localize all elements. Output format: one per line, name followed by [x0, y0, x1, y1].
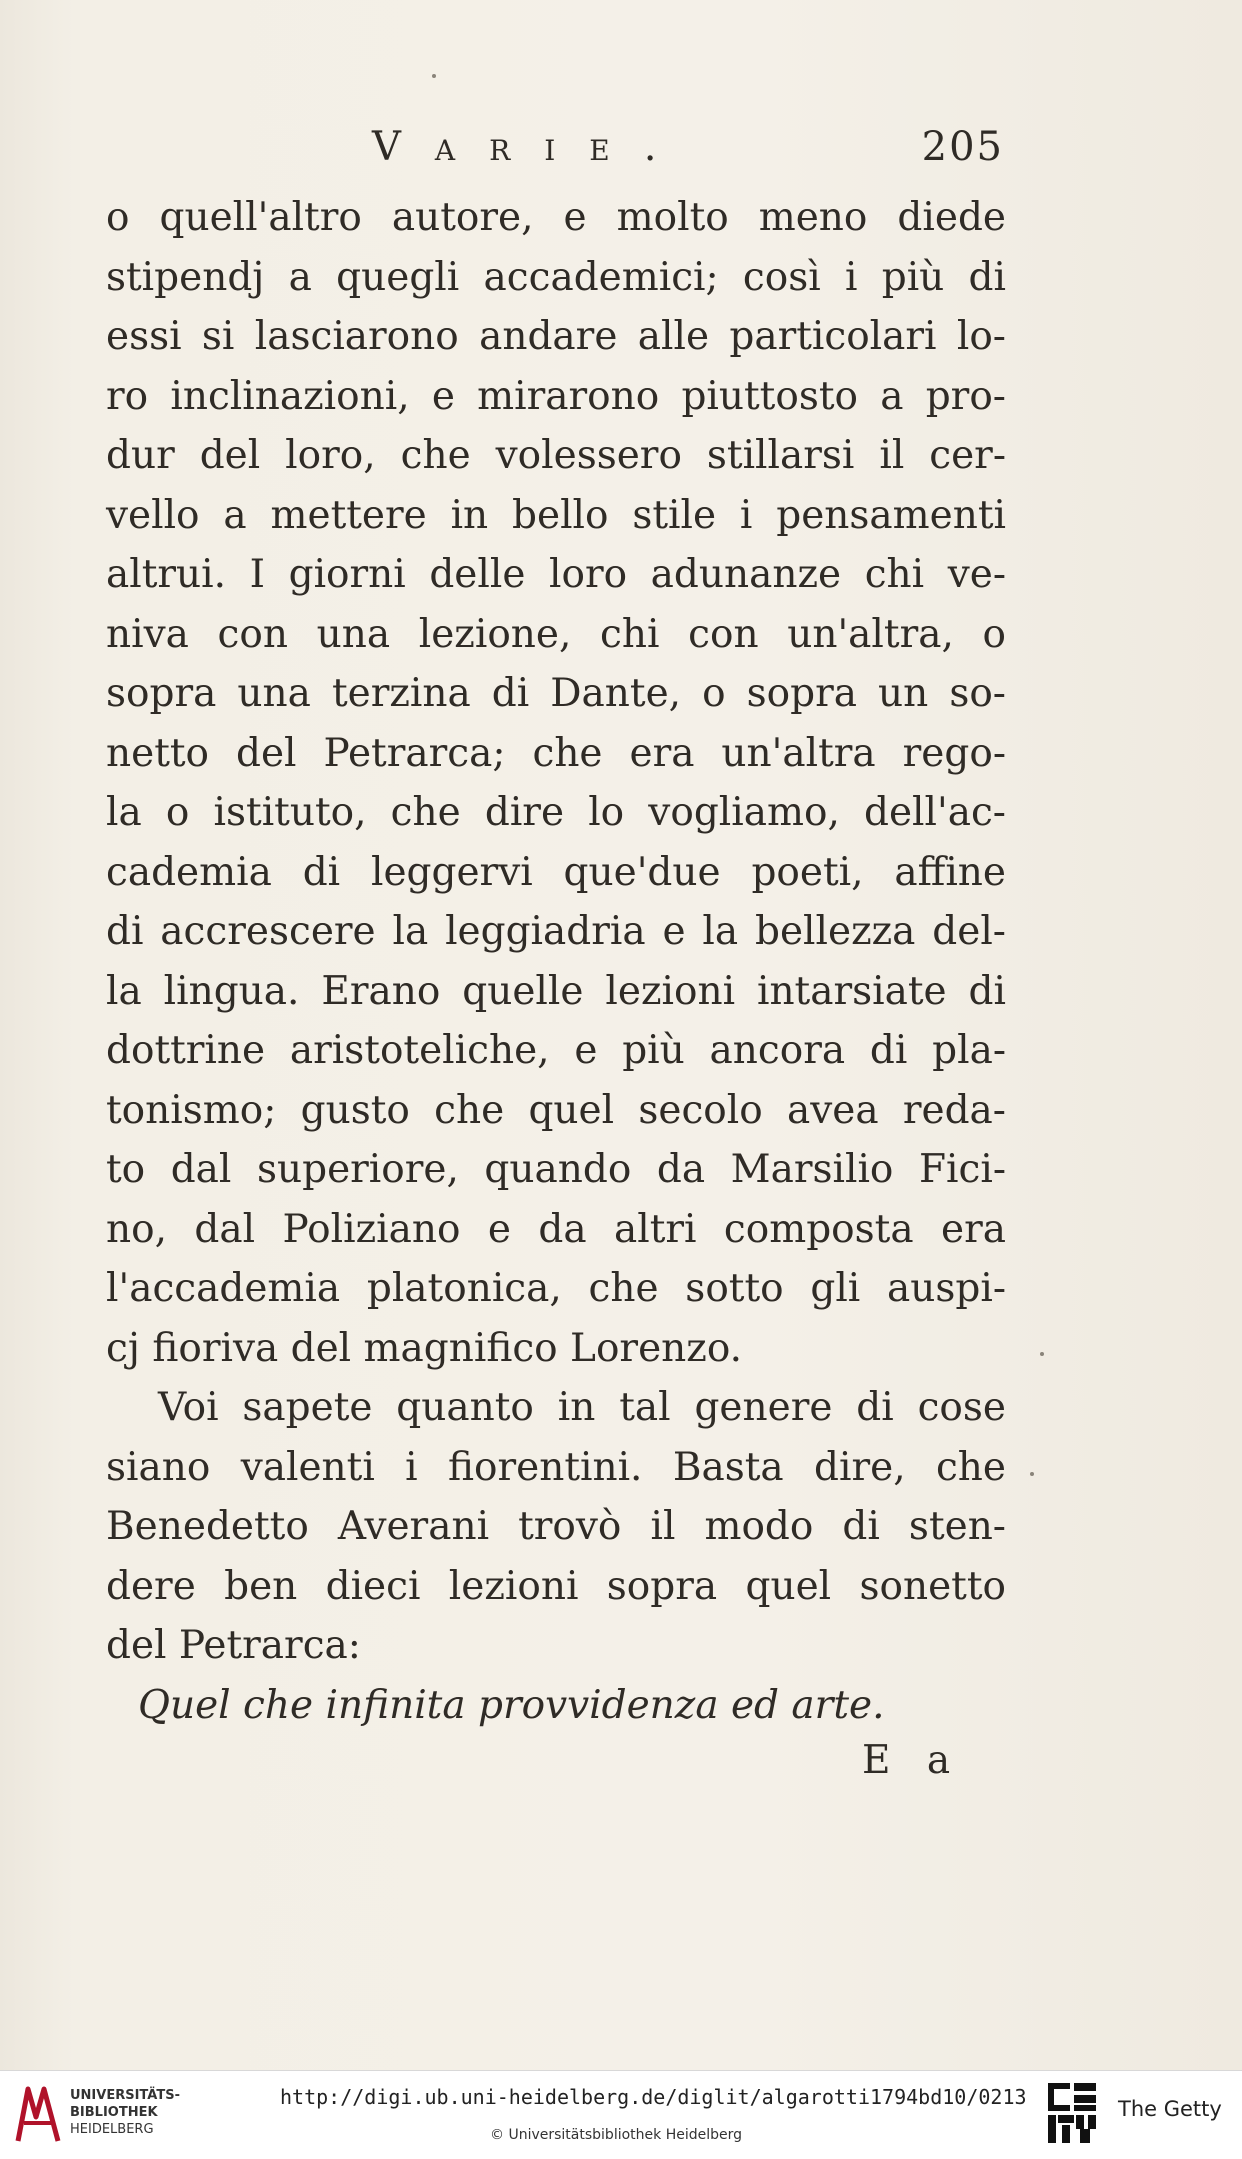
text-line: dottrine aristoteliche, e più ancora di pla-	[106, 1028, 1006, 1073]
text-line: vello a mettere in bello stile i pensamenti	[106, 492, 1006, 538]
page-number: 205	[921, 124, 1004, 170]
text-line: la lingua. Erano quelle lezioni intarsiate di	[106, 968, 1006, 1014]
text-line: to dal superiore, quando da Marsilio Fici-	[106, 1147, 1006, 1192]
copyright-notice: © Universitätsbibliothek Heidelberg	[490, 2127, 743, 2143]
viewer-footer	[0, 2070, 1242, 2159]
text-line: tonismo; gusto che quel secolo avea reda-	[106, 1087, 1006, 1133]
quoted-verse: Quel che infinita provvidenza ed arte.	[138, 1682, 885, 1728]
text-line: di accrescere la leggiadria e la bellezza del-	[106, 909, 1006, 954]
text-line: del Petrarca:	[106, 1623, 361, 1668]
text-line: la o istituto, che dire lo vogliamo, dell'ac-	[106, 790, 1006, 835]
text-line: netto del Petrarca; che era un'altra rego-	[106, 730, 1006, 776]
university-library-logo-icon	[14, 2083, 62, 2145]
text-line: siano valenti i fiorentini. Basta dire, che	[106, 1444, 1006, 1490]
running-head: Varie.	[372, 124, 691, 170]
text-line: no, dal Poliziano e da altri composta era	[106, 1206, 1006, 1252]
page-header	[372, 124, 1012, 184]
text-line: l'accademia platonica, che sotto gli auspi-	[106, 1266, 1006, 1311]
text-line: essi si lasciarono andare alle particolari lo-	[106, 314, 1006, 359]
getty-logo-icon	[1046, 2081, 1100, 2147]
paper-speck	[1040, 1352, 1044, 1356]
body-text	[106, 188, 1006, 1735]
text-line: stipendj a quegli accademici; così i più di	[106, 254, 1006, 300]
text-line: dur del loro, che volessero stillarsi il cer-	[106, 433, 1006, 478]
text-line: cademia di leggervi que'due poeti, affine	[106, 849, 1006, 895]
text-line: dere ben dieci lezioni sopra quel sonetto	[106, 1563, 1006, 1609]
paper-speck	[432, 74, 436, 78]
text-line: o quell'altro autore, e molto meno diede	[106, 195, 1006, 240]
text-line: niva con una lezione, chi con un'altra, o	[106, 611, 1006, 657]
text-line: Benedetto Averani trovò il modo di sten-	[106, 1504, 1006, 1549]
text-line: ro inclinazioni, e mirarono piuttosto a pro-	[106, 373, 1006, 419]
text-line: cj fioriva del magnifico Lorenzo.	[106, 1325, 743, 1371]
text-line: sopra una terzina di Dante, o sopra un so-	[106, 671, 1006, 716]
text-line: altrui. I giorni delle loro adunanze chi ve-	[106, 552, 1006, 597]
catchword: E a	[862, 1738, 963, 1783]
getty-name: The Getty	[1118, 2097, 1222, 2121]
library-name: UNIVERSITÄTS- BIBLIOTHEK HEIDELBERG	[70, 2088, 180, 2137]
permalink-url[interactable]: http://digi.ub.uni-heidelberg.de/diglit/algarotti1794bd10/0213	[280, 2085, 1027, 2109]
text-line: Voi sapete quanto in tal genere di cose	[158, 1385, 1006, 1430]
paper-speck	[1030, 1472, 1034, 1476]
